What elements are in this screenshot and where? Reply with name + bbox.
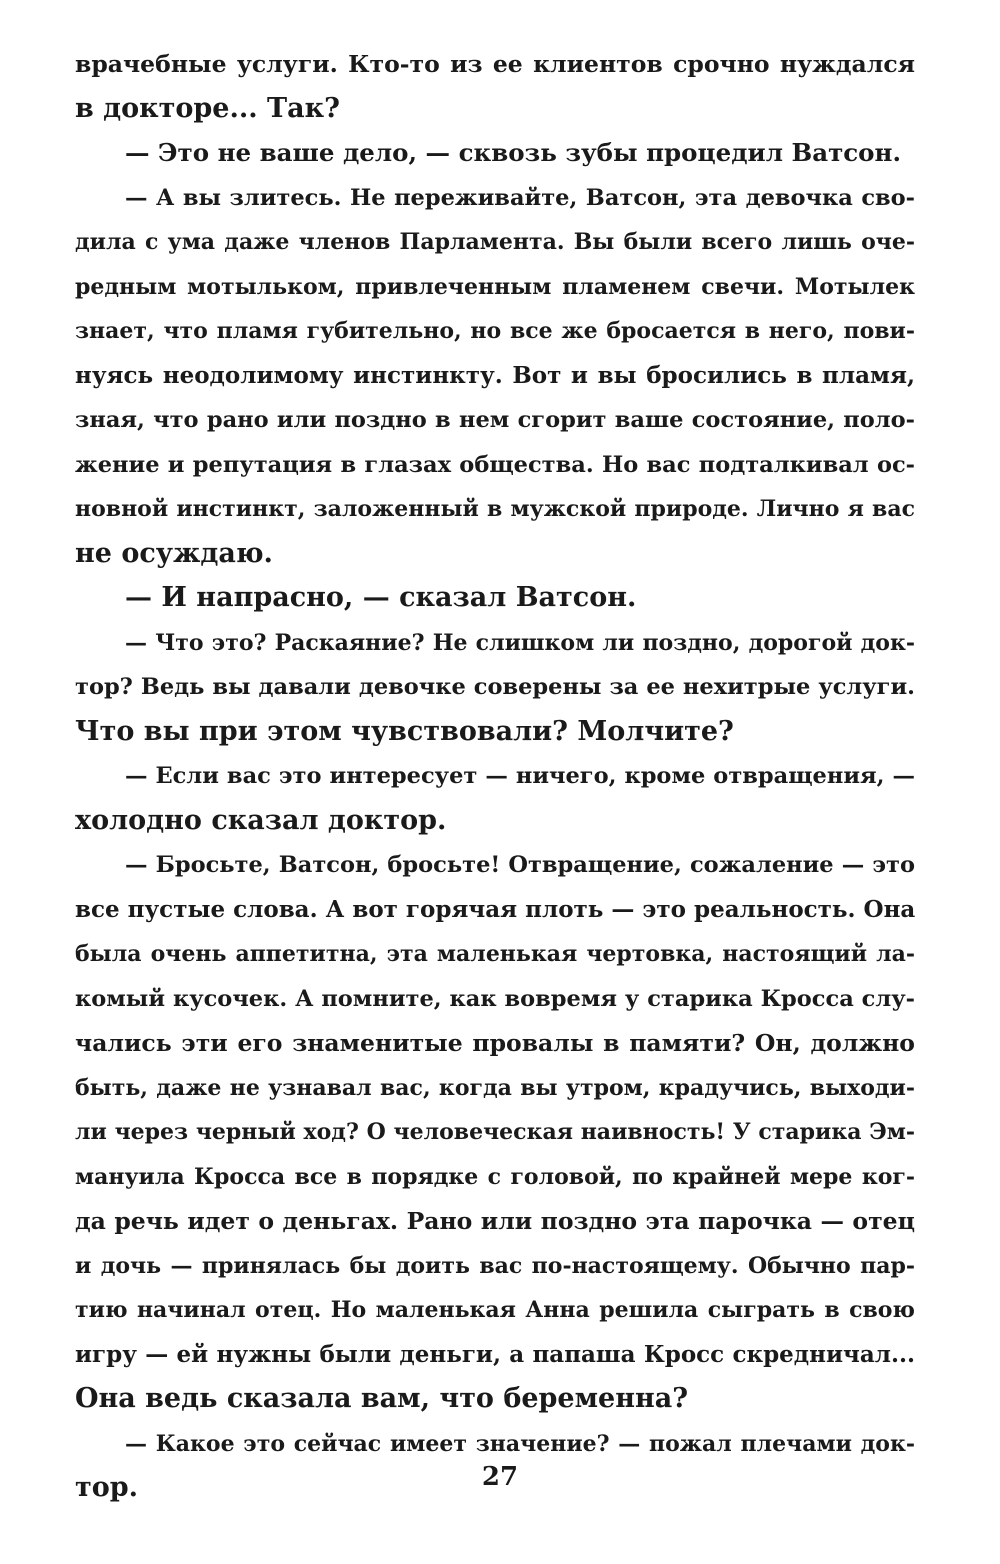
text-line: дила с ума даже членов Парламента. Вы были всего лишь оче- — [75, 229, 915, 255]
text-line: редным мотыльком, привлеченным пламенем свечи. Мотылек — [75, 273, 915, 300]
text-line: тор? Ведь вы давали девочке соверены за ее нехитрые услуги. — [75, 674, 915, 700]
text-line: все пустые слова. А вот горячая плоть — это реальность. Она — [75, 895, 916, 923]
text-line: тию начинал отец. Но маленькая Анна решила сыграть в свою — [75, 1297, 915, 1323]
text-line: чались эти его знаменитые провалы в памяти? Он, должно — [75, 1029, 915, 1057]
text-line: — Какое это сейчас имеет значение? — пожал плечами док- — [125, 1430, 915, 1457]
text-line: тор. — [75, 1472, 139, 1503]
text-line: быть, даже не узнавал вас, когда вы утром, крадучись, выходи- — [75, 1074, 915, 1101]
text-line: была очень аппетитна, эта маленькая чертовка, настоящий ла- — [75, 941, 915, 967]
text-line: нуясь неодолимому инстинкту. Вот и вы бросились в пламя, — [75, 361, 915, 389]
text-line: жение и репутация в глазах общества. Но вас подталкивал ос- — [75, 451, 915, 478]
text-line: — Если вас это интересует — ничего, кроме отвращения, — — [125, 763, 915, 789]
text-line: ли через черный ход? О человеческая наивность! У старика Эм- — [75, 1119, 915, 1145]
text-line: не осуждаю. — [75, 537, 273, 569]
text-line: комый кусочек. А помните, как вовремя у старика Кросса слу- — [75, 985, 915, 1012]
text-line: зная, что рано или поздно в нем сгорит ваше состояние, поло- — [75, 407, 915, 433]
text-line: Что вы при этом чувствовали? Молчите? — [75, 715, 734, 747]
text-line: новной инстинкт, заложенный в мужской природе. Лично я вас — [75, 496, 915, 522]
text-line: Она ведь сказала вам, что беременна? — [75, 1383, 689, 1414]
text-line: игру — ей нужны были деньги, а папаша Кросс скредничал... — [75, 1340, 915, 1368]
text-line: мануила Кросса все в порядке с головой, по крайней мере ког- — [75, 1163, 915, 1190]
text-line: знает, что пламя губительно, но все же бросается в него, пови- — [75, 318, 915, 344]
text-line: в докторе... Так? — [75, 92, 340, 124]
text-line: — Что это? Раскаяние? Не слишком ли поздно, дорогой док- — [125, 629, 915, 656]
text-line: — Бросьте, Ватсон, бросьте! Отвращение, сожаление — это — [125, 852, 915, 878]
text-line: да речь идет о деньгах. Рано или поздно эта парочка — отец — [75, 1207, 915, 1235]
page-number: 27 — [481, 1462, 519, 1492]
page-body-text — [75, 42, 915, 1511]
text-line: — Это не ваше дело, — сквозь зубы процедил Ватсон. — [125, 138, 901, 167]
text-line: — А вы злитесь. Не переживайте, Ватсон, эта девочка сво- — [125, 184, 915, 211]
text-line: холодно сказал доктор. — [75, 804, 447, 836]
text-line: — И напрасно, — сказал Ватсон. — [125, 582, 637, 613]
text-line: и дочь — принялась бы доить вас по-настоящему. Обычно пар- — [75, 1252, 915, 1279]
text-line: врачебные услуги. Кто-то из ее клиентов срочно нуждался — [75, 50, 915, 78]
